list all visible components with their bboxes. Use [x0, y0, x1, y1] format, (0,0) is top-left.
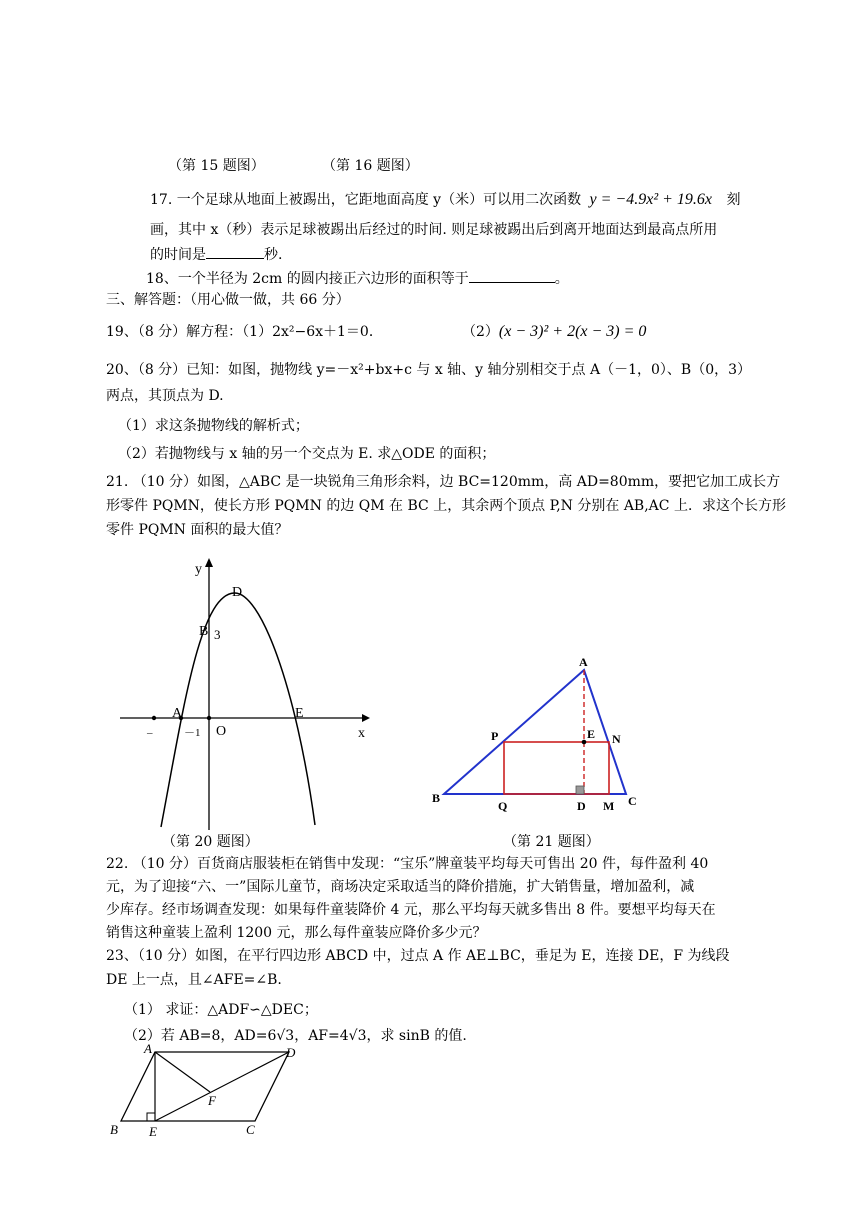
fig21-label-A: A: [579, 655, 588, 669]
q23-sub2: （2）若 AB=8，AD=6√3，AF=4√3，求 sinB 的值.: [124, 1028, 467, 1044]
fig23-label-D: D: [286, 1045, 296, 1060]
fig21-label-P: P: [491, 729, 499, 743]
q23-line2: DE 上一点，且∠AFE=∠B.: [106, 972, 282, 988]
q17-answer-blank: [206, 244, 264, 259]
q20-line1: 20、（8 分）已知：如图，抛物线 y=－x²+bx+c 与 x 轴、y 轴分别相交于点 A（－1，0）、B（0，3）: [106, 362, 752, 378]
q22-line2: 元，为了迎接“六、一”国际儿童节，商场决定采取适当的降价措施，扩大销售量，增加盈利，减: [106, 879, 695, 895]
fig21-label-D: D: [577, 799, 586, 812]
q21-line1: 21. （10 分）如图，△ABC 是一块锐角三角形余料，边 BC=120mm，高 AD=80mm，要把它加工成长方: [106, 474, 781, 490]
fig20-label-D: D: [232, 585, 243, 600]
q23-sub1: （1） 求证：△ADF∽△DEC；: [124, 1002, 318, 1018]
q18-answer-blank: [469, 268, 555, 283]
fig20-label-A: A: [172, 706, 183, 721]
fig21-label-N: N: [612, 732, 621, 746]
q20-sub1: （1）求这条抛物线的解析式；: [118, 418, 309, 434]
q17-line3: 的时间是 秒.: [150, 244, 282, 265]
fig21-label-M: M: [603, 799, 615, 812]
section-three-heading: 三、解答题：（用心做一做，共 66 分）: [106, 292, 350, 308]
q22-line3: 少库存。经市场调查发现：如果每件童装降价 4 元，那么平均每天就多售出 8 件。要想平均每天在: [106, 902, 716, 918]
fig21-caption: （第 21 题图）: [503, 834, 600, 850]
fig20-label-dash: –: [147, 727, 153, 739]
q18-line: 18、一个半径为 2cm 的圆内接正六边形的面积等于 。: [146, 268, 569, 289]
fig20-label-E: E: [295, 706, 304, 721]
fig23-label-C: C: [246, 1122, 255, 1137]
q17-line2: 画，其中 x（秒）表示足球被踢出后经过的时间. 则足球被踢出后到离开地面达到最高点所用: [150, 222, 718, 238]
fig23-label-B: B: [110, 1122, 118, 1137]
fig21-label-B: B: [432, 791, 441, 805]
q20-line2: 两点，其顶点为 D.: [106, 388, 224, 404]
q21-line2: 形零件 PQMN，使长方形 PQMN 的边 QM 在 BC 上，其余两个顶点 P,N 分别在 AB,AC 上．求这个长方形: [106, 498, 786, 514]
q23-line1: 23、（10 分）如图，在平行四边形 ABCD 中，过点 A 作 AE⊥BC，垂足为 E，连接 DE，F 为线段: [106, 948, 730, 964]
fig23-label-A: A: [144, 1041, 152, 1056]
q20-sub2: （2）若抛物线与 x 轴的另一个交点为 E. 求△ODE 的面积；: [118, 446, 496, 462]
fig20-label-B: B: [199, 624, 209, 639]
fig20-label-neg1: －1: [184, 727, 201, 739]
fig20-label-x: x: [358, 726, 365, 741]
q22-line1: 22. （10 分）百货商店服装柜在销售中发现：“宝乐”牌童装平均每天可售出 20 件，每件盈利 40: [106, 856, 709, 872]
q22-line4: 销售这种童装上盈利 1200 元，那么每件童装应降价多少元？: [106, 925, 487, 941]
fig20-label-O: O: [216, 724, 227, 739]
fig23-label-F: F: [208, 1093, 216, 1108]
fig21-label-Q: Q: [498, 799, 508, 812]
fig20-caption: （第 20 题图）: [162, 834, 259, 850]
q19-part1: 19、（8 分）解方程：（1）2x²−6x＋1＝0．: [106, 324, 383, 340]
fig16-caption: （第 16 题图）: [322, 158, 419, 174]
fig21-label-C: C: [628, 794, 637, 808]
fig20-label-y: y: [195, 562, 202, 577]
fig20-label-3: 3: [214, 627, 221, 642]
q19-formula: (x − 3)² + 2(x − 3) = 0: [498, 323, 647, 340]
q17-line1: 17. 一个足球从地面上被踢出，它距地面高度 y（米）可以用二次函数 y = −4.9x² + 19.6x 刻: [150, 191, 741, 208]
q21-line3: 零件 PQMN 面积的最大值？: [106, 522, 289, 538]
fig20-parabola-figure: [110, 555, 380, 835]
q19-part2: （2）(x − 3)² + 2(x − 3) = 0: [462, 323, 647, 340]
fig21-triangle-figure: [428, 652, 648, 812]
fig21-label-E: E: [587, 727, 596, 741]
q17-formula: y = −4.9x² + 19.6x: [589, 191, 713, 208]
fig15-caption: （第 15 题图）: [168, 158, 265, 174]
fig23-label-E: E: [149, 1124, 157, 1139]
fig23-parallelogram-figure: [106, 1040, 306, 1140]
